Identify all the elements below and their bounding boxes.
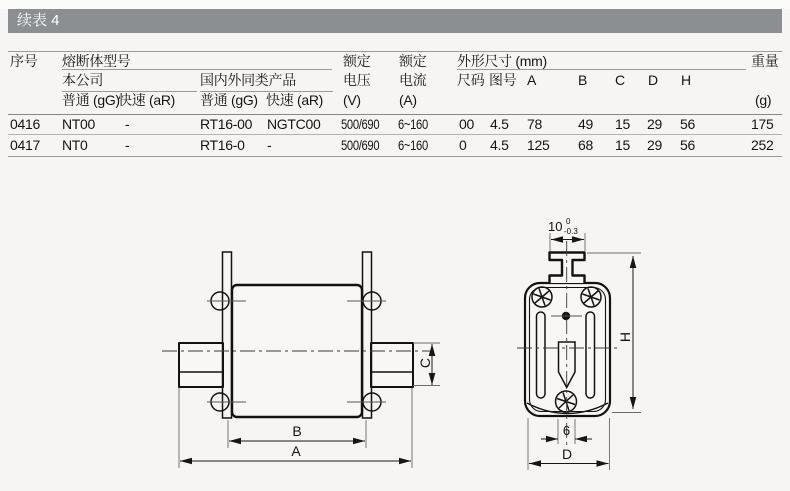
dim-label-ten: 10 — [548, 219, 563, 234]
table-title: 续表 4 — [17, 12, 60, 29]
dim-label-a: A — [291, 443, 301, 459]
table-rule-bottom — [8, 156, 782, 157]
header-weight-1: 重量 — [751, 53, 779, 69]
dim-label-c: C — [417, 357, 433, 369]
row2-serial: 0417 — [10, 137, 40, 153]
header-dim-h: H — [681, 72, 691, 88]
row1-dim-b: 49 — [578, 116, 593, 132]
dim-label-h: H — [617, 331, 633, 343]
header-weight-3: (g) — [755, 92, 772, 108]
row2-dim-b: 68 — [578, 137, 593, 153]
header-serial: 序号 — [10, 53, 38, 69]
table-rule-header-bottom — [8, 114, 782, 115]
row1-voltage: 500/690 — [341, 116, 380, 132]
row1-our-gg: NT00 — [62, 116, 96, 132]
row2-sim-ar: - — [267, 137, 272, 153]
header-dimensions: 外形尺寸 (mm) — [457, 53, 547, 69]
header-dim-size: 尺码 — [457, 72, 485, 88]
row1-dim-d: 29 — [647, 116, 662, 132]
row2-our-ar: - — [125, 137, 130, 153]
header-fuse-model: 熔断体型号 — [62, 53, 131, 69]
technical-drawings — [0, 200, 790, 491]
row1-current: 6~160 — [398, 116, 428, 132]
header-dim-c: C — [615, 72, 625, 88]
dim-label-d: D — [561, 446, 573, 462]
header-voltage-2: 电压 — [343, 72, 371, 88]
dim-tolerance-lower: -0.3 — [564, 227, 578, 236]
header-sim-fast: 快速 (aR) — [266, 92, 324, 108]
header-dim-figure: 图号 — [489, 72, 517, 88]
header-voltage-3: (V) — [343, 92, 361, 108]
row2-dim-c: 15 — [615, 137, 630, 153]
row1-weight: 175 — [751, 116, 774, 132]
table-rule-row-divider — [8, 134, 782, 135]
header-voltage-1: 额定 — [343, 53, 371, 69]
row1-our-ar: - — [125, 116, 130, 132]
row2-voltage: 500/690 — [341, 137, 380, 153]
dim-label-b: B — [292, 423, 302, 439]
row1-dim-c: 15 — [615, 116, 630, 132]
dimension-six — [541, 419, 592, 444]
dim-tolerance-upper: 0 — [566, 217, 571, 226]
table-rule-top — [8, 51, 782, 52]
row2-weight: 252 — [751, 137, 774, 153]
row2-our-gg: NT0 — [62, 137, 88, 153]
row1-dim-h: 56 — [680, 116, 695, 132]
row2-dim-d: 29 — [647, 137, 662, 153]
header-dim-d: D — [648, 72, 658, 88]
dim-label-six: 6 — [562, 423, 571, 438]
top-margin — [0, 0, 790, 9]
header-current-3: (A) — [399, 92, 417, 108]
header-our-fast: 快速 (aR) — [118, 92, 176, 108]
row2-figure: 4.5 — [490, 137, 509, 153]
header-our-company: 本公司 — [62, 72, 104, 88]
header-similar: 国内外同类产品 — [200, 72, 296, 88]
row1-dim-a: 78 — [527, 116, 542, 132]
row1-size: 00 — [459, 116, 474, 132]
header-current-2: 电流 — [399, 72, 427, 88]
row2-dim-h: 56 — [680, 137, 695, 153]
figure-front-view — [517, 217, 641, 470]
dimension-c — [413, 343, 440, 386]
figure-side-view — [162, 252, 440, 468]
row1-figure: 4.5 — [490, 116, 509, 132]
header-sim-normal: 普通 (gG) — [200, 92, 258, 108]
row1-serial: 0416 — [10, 116, 40, 132]
table-title-bar — [8, 9, 782, 33]
header-dim-a: A — [527, 72, 537, 88]
row1-sim-gg: RT16-00 — [200, 116, 253, 132]
row2-dim-a: 125 — [527, 137, 550, 153]
row1-sim-ar: NGTC00 — [267, 116, 321, 132]
header-dim-b: B — [578, 72, 588, 88]
header-our-normal: 普通 (gG) — [62, 92, 120, 108]
blade-terminal-left — [179, 343, 223, 387]
blade-terminal-right — [371, 343, 413, 387]
row2-sim-gg: RT16-0 — [200, 137, 245, 153]
row2-current: 6~160 — [398, 137, 428, 153]
row2-size: 0 — [459, 137, 467, 153]
header-current-1: 额定 — [399, 53, 427, 69]
